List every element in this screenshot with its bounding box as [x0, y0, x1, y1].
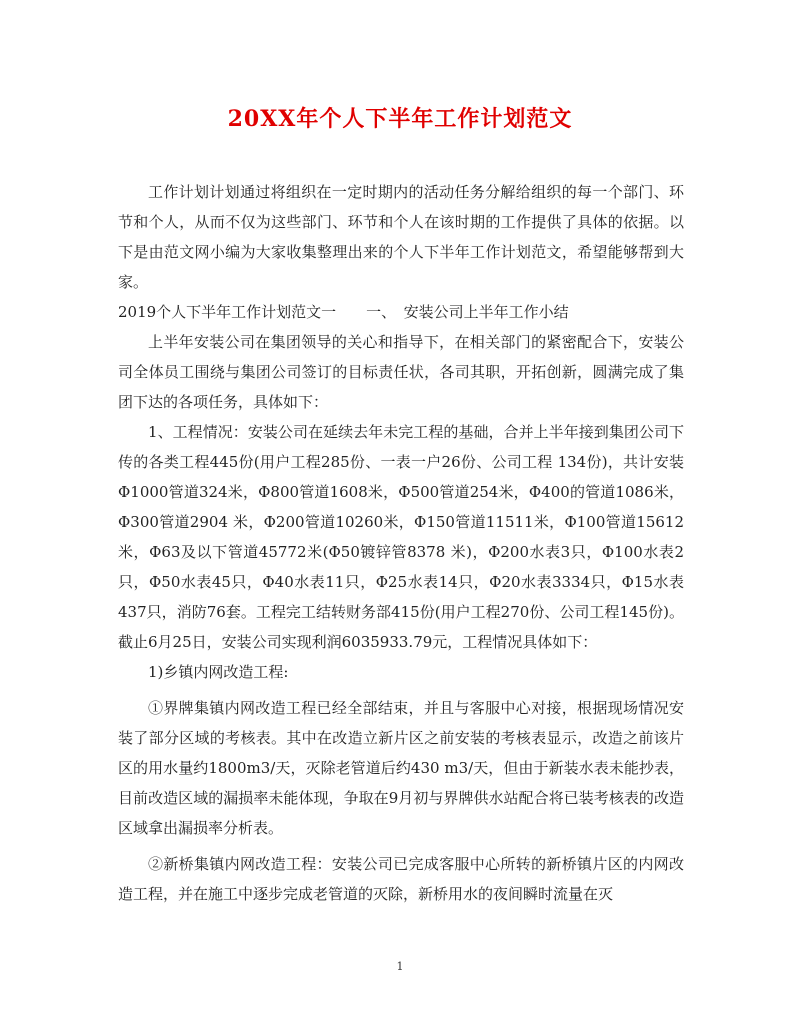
page-number: 1 [396, 960, 404, 973]
document-body [118, 177, 684, 909]
document-title: 20XX年个人下半年工作计划范文 [227, 106, 573, 132]
jiepai-paragraph: ①界牌集镇内网改造工程已经全部结束，并且与客服中心对接，根据现场情况安装了部分区域的考核表。其中在改造立新片区之前安装的考核表显示，改造之前该片区的用水量约1800m3/天，灭除老管道后约430 m3/天，但由于新装水表未能抄表，目前改造区域的漏损率未能体现，争取在9月初与界牌供水站配合将已装考核表的改造区域拿出漏损率分析表。 [118, 699, 684, 837]
section-heading: 2019个人下半年工作计划范文一 一、 安装公司上半年工作小结 [118, 303, 569, 321]
project-status-paragraph: 1、工程情况：安装公司在延续去年未完工程的基础，合并上半年接到集团公司下传的各类工程445份(用户工程285份、一表一户26份、公司工程 134份)，共计安装 Φ1000管道324米，Φ800管道1608米，Φ500管道254米，Φ400的管道1086米，Φ300管道2904 米，Φ200管道10260米，Φ150管道11511米，Φ100管道15612米，Φ63及以下管道45772米(Φ50镀锌管8378 米)，Φ200水表3只，Φ100水表2只，Φ50水表45只，Φ40水表11只，Φ25水表14只，Φ20水表3334只，Φ15水表437只，消防76套。工程完工结转财务部415份(用户工程270份、公司工程145份)。截止6月25日，安装公司实现利润6035933.79元，工程情况具体如下： [118, 423, 684, 651]
xinqiao-paragraph: ②新桥集镇内网改造工程：安装公司已完成客服中心所转的新桥镇片区的内网改造工程，并在施工中逐步完成老管道的灭除，新桥用水的夜间瞬时流量在灭 [118, 855, 684, 903]
summary-paragraph: 上半年安装公司在集团领导的关心和指导下，在相关部门的紧密配合下，安装公司全体员工围绕与集团公司签订的目标责任状，各司其职，开拓创新，圆满完成了集团下达的各项任务，具体如下： [118, 333, 684, 411]
intro-paragraph: 工作计划计划通过将组织在一定时期内的活动任务分解给组织的每一个部门、环节和个人，从而不仅为这些部门、环节和个人在该时期的工作提供了具体的依据。以下是由范文网小编为大家收集整理出来的个人下半年工作计划范文，希望能够帮到大家。 [118, 183, 684, 291]
subsection-heading: 1)乡镇内网改造工程: [148, 663, 289, 681]
